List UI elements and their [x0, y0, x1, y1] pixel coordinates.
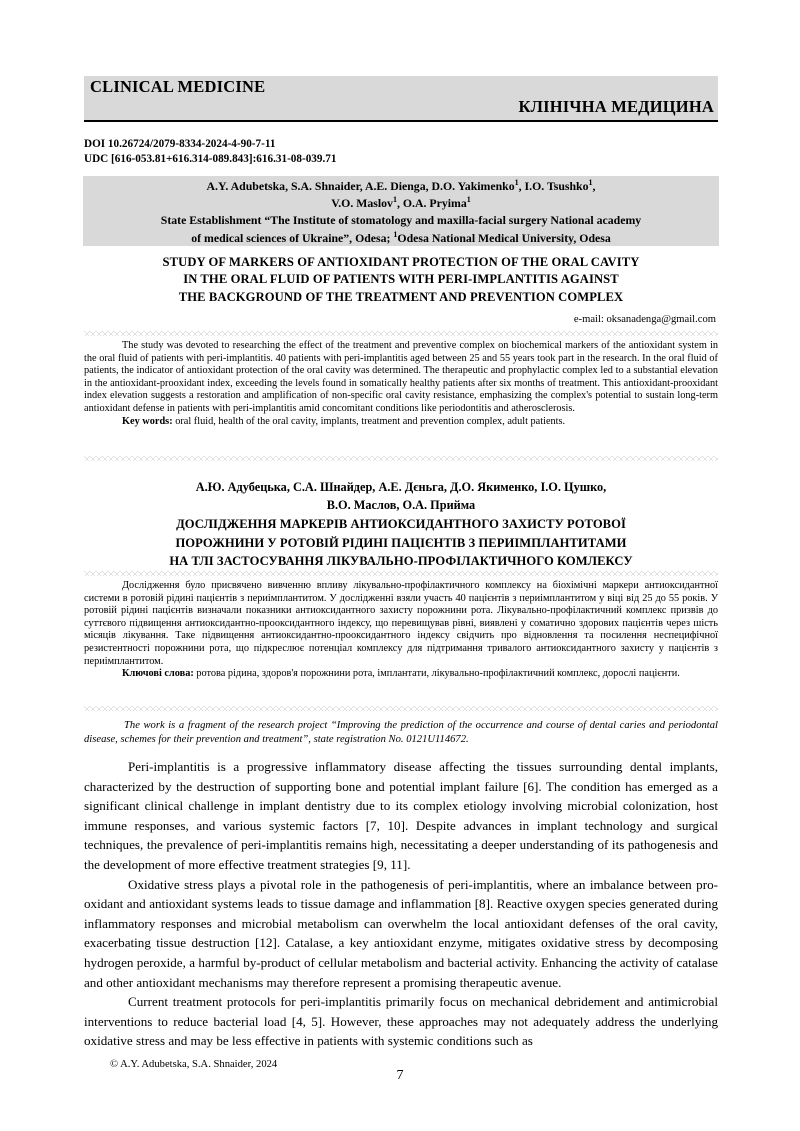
body-paragraph-2: Oxidative stress plays a pivotal role in the pathogenesis of peri-implantitis, where an imbalance between pro-oxidant and antioxidant systems leads to tissue damage and inflammation [8]. Reactive oxygen species generated during inflammatory responses and microbial metabolism can overwhelm the local antioxidant defenses of the oral cavity, exacerbating tissue destruction [12]. Catalase, a key antioxidant enzyme, mitigates oxidative stress by decomposing hydrogen peroxide, a harmful by-product of cellular metabolism and bacterial activity. Enhancing the activity of catalase and other antioxidant mechanisms may therefore represent a promising therapeutic avenue.	[84, 876, 718, 990]
abstract-en-top-wave	[84, 331, 718, 336]
title-en-line-1: STUDY OF MARKERS OF ANTIOXIDANT PROTECTION OF THE ORAL CAVITY	[162, 255, 640, 269]
article-title-ua	[84, 515, 718, 571]
author-maslov: V.O. Maslov	[331, 196, 393, 211]
abstract-ua-bottom-wave	[84, 706, 718, 711]
journal-section-banner	[84, 76, 718, 120]
section-title-en: CLINICAL MEDICINE	[90, 77, 266, 96]
keywords-label-ua: Ключові слова:	[122, 668, 194, 680]
author-pryima: , O.A. Pryima	[396, 196, 467, 211]
section-title-ua: КЛІНІЧНА МЕДИЦИНА	[518, 97, 714, 116]
header-divider-rule	[84, 120, 718, 122]
title-en-line-3: THE BACKGROUND OF THE TREATMENT AND PREVENTION COMPLEX	[178, 289, 624, 304]
authors-ua-line-1: А.Ю. Адубецька, С.А. Шнайдер, А.Е. Дєньга, Д.О. Якименко, І.О. Цушко,	[195, 480, 607, 494]
udc-line: UDC [616-053.81+616.314-089.843]:616.31-08-039.71	[84, 152, 337, 165]
title-en-line-2: IN THE ORAL FLUID OF PATIENTS WITH PERI-IMPLANTITIS AGAINST	[183, 272, 619, 287]
authors-ua	[84, 478, 718, 514]
copyright-line: © A.Y. Adubetska, S.A. Shnaider, 2024	[110, 1059, 278, 1070]
authors-ua-line-2: В.О. Маслов, О.А. Прийма	[326, 498, 476, 512]
authors-names-part2: , I.O. Tsushko	[518, 179, 589, 193]
abstract-ua	[84, 580, 718, 681]
affiliation-line-2	[83, 230, 719, 247]
abstract-en-bottom-wave	[84, 456, 718, 461]
article-body	[84, 757, 718, 1051]
abstract-en-keywords	[84, 416, 718, 429]
affiliation-line-1: State Establishment “The Institute of stomatology and maxilla-facial surgery National academy	[160, 213, 642, 228]
corresponding-email[interactable]: e-mail: oksanadenga@gmail.com	[573, 314, 716, 325]
article-title-en	[84, 254, 718, 306]
abstract-en	[84, 340, 718, 428]
authors-affiliation-block	[83, 176, 719, 246]
title-ua-line-2: ПОРОЖНИНИ У РОТОВІЙ РІДИНІ ПАЦІЄНТІВ З ПЕРИІМПЛАНТИТАМИ	[175, 535, 627, 550]
affiliation-part-a: of medical sciences of Ukraine”, Odesa;	[191, 230, 394, 245]
affiliation-marker: 1	[393, 229, 398, 239]
authors-names-part3: ,	[592, 179, 596, 193]
title-ua-line-1: ДОСЛІДЖЕННЯ МАРКЕРІВ АНТИОКСИДАНТНОГО ЗАХИСТУ РОТОВОЇ	[176, 517, 626, 531]
keywords-text-en: oral fluid, health of the oral cavity, implants, treatment and prevention complex, adult patients.	[172, 415, 566, 427]
body-paragraph-3: Current treatment protocols for peri-implantitis primarily focus on mechanical debridement and antimicrobial interventions to reduce bacterial load [4, 5]. However, these approaches may not adequately address the underlying oxidative stress and may be less effective in patients with systemic conditions such as	[84, 994, 718, 1049]
research-project-note	[84, 719, 718, 746]
abstract-ua-body: Дослідження було присвячено вивченню впливу лікувально-профілактичного комплексу на біохімічні маркери антиоксидантної системи в ротовій рідині пацієнтів з периімплантитом. У дослідженні взяли участь 40 пацієнтів з периімплантитом у віці від 25 до 55 років. У ротовій рідині пацієнтів визначали показники антиоксидантного захисту порожнини рота. Лікувально-профілактичний комплекс призвів до суттєвого підвищення антиоксидантно-прооксидантного індексу, що перевищував рівні, виявлені у соматично здорових пацієнтів через шість місяців лікування. Таке підвищення антиоксидантно-прооксидантного індексу свідчить про відновлення та посилення неспецифічної резистентності порожнини рота, що підкреслює потенціал комплексу для підтримання тривалого антиоксидантного захисту у пацієнтів з периімплантитом.	[84, 580, 718, 667]
article-identifiers	[84, 137, 724, 166]
affiliation-marker: 1	[514, 178, 519, 188]
project-note-text: The work is a fragment of the research project “Improving the prediction of the occurrence and course of dental caries and periodontal disease, schemes for their prevention and treatment”, state registration No. 0121U114672.	[84, 720, 718, 745]
keywords-label-en: Key words:	[122, 415, 173, 427]
title-ua-line-3: НА ТЛІ ЗАСТОСУВАННЯ ЛІКУВАЛЬНО-ПРОФІЛАКТИЧНОГО КОМЛЕКСУ	[169, 554, 633, 569]
page-number: 7	[396, 1068, 404, 1083]
abstract-ua-top-wave	[84, 571, 718, 576]
keywords-text-ua: ротова рідина, здоров'я порожнини рота, імплантати, лікувально-профілактичний комплекс, дорослі пацієнти.	[193, 668, 680, 680]
abstract-ua-keywords	[84, 668, 718, 681]
affiliation-part-b: Odesa National Medical University, Odesa	[397, 230, 611, 245]
affiliation-marker: 1	[466, 195, 471, 205]
doi-line: DOI 10.26724/2079-8334-2024-4-90-7-11	[84, 138, 276, 150]
abstract-en-body: The study was devoted to researching the effect of the treatment and preventive complex on biochemical markers of the antioxidant system in the oral fluid of patients with peri-implantitis. 40 patients with peri-implantitis aged between 25 and 55 years took part in the research. In the oral fluid of patients, the indicator of antioxidant protection of the oral cavity was determined. The therapeutic and prophylactic complex led to a substantial elevation in the antioxidant-prooxidant index, exceeding the levels found in somatically healthy patients after six months of treatment. This antioxidant-prooxidant index elevation suggests a restoration and amplification of non-specific oral cavity resistance, emphasizing the complex's potential to sustain long-term antioxidant defense in patients with peri-implantitis amid concomitant conditions like periodontitis and atherosclerosis.	[84, 340, 718, 414]
body-paragraph-1: Peri-implantitis is a progressive inflammatory disease affecting the tissues surrounding dental implants, characterized by the destruction of supporting bone and potential implant failure [6]. The condition has emerged as a significant clinical challenge in implant dentistry due to its complex etiology involving microbial colonization, host immune responses, and various systemic factors [7, 10]. Despite advances in implant technology and surgical techniques, the prevalence of peri-implantitis remains high, necessitating a deeper understanding of its pathogenesis and the development of more effective treatment strategies [9, 11].	[84, 759, 718, 872]
authors-line-2	[83, 195, 719, 212]
affiliation-marker: 1	[588, 178, 593, 188]
affiliation-marker: 1	[392, 195, 397, 205]
authors-names-part1: A.Y. Adubetska, S.A. Shnaider, A.E. Dienga, D.O. Yakimenko	[206, 179, 515, 193]
authors-line-1	[83, 178, 719, 195]
